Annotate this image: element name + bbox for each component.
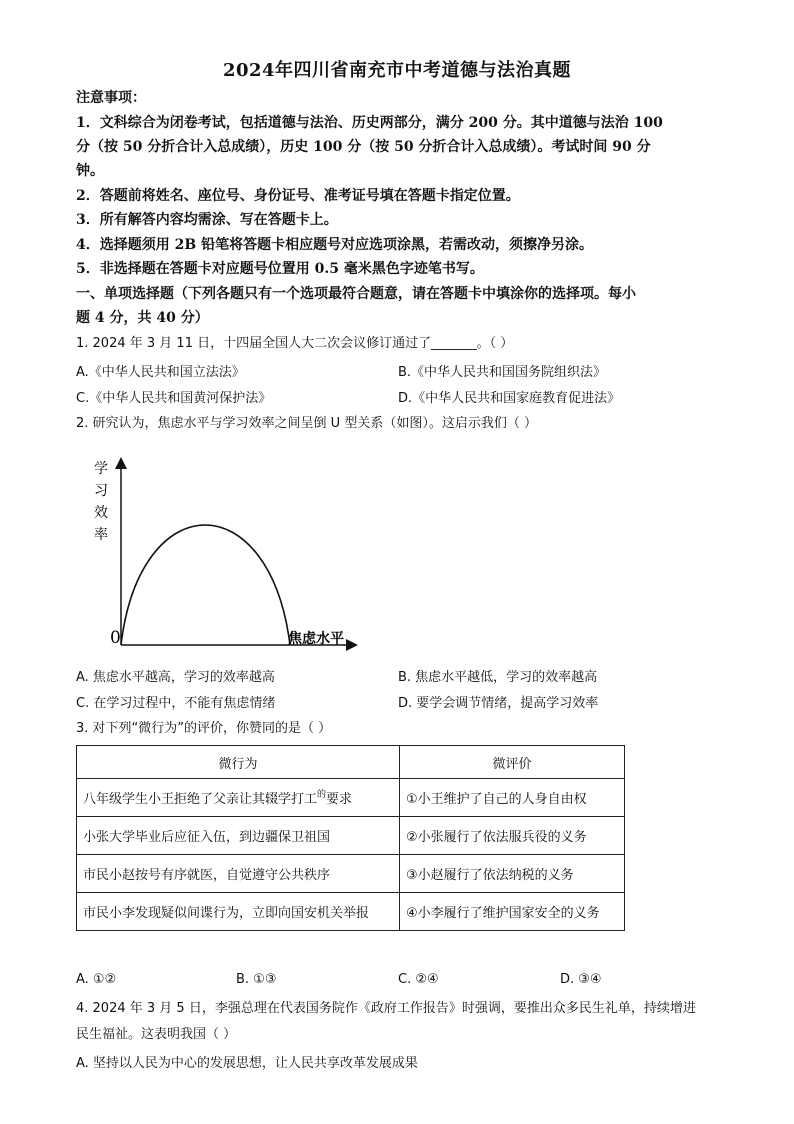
notice-item: 2．答题前将姓名、座位号、身份证号、准考证号填在答题卡指定位置。 (76, 188, 520, 204)
q3-option-c: C. ②④ (398, 972, 439, 987)
inverted-u-chart (80, 455, 380, 655)
notice-item: 钟。 (76, 163, 104, 179)
y-label-char: 学 (94, 461, 108, 477)
header-evaluation: 微评价 (400, 746, 625, 779)
notice-item: 分（按 50 分折合计入总成绩），历史 100 分（按 50 分折合计入总成绩）。考试时间 90 分 (76, 139, 651, 155)
question-4-stem: 4. 2024 年 3 月 5 日，李强总理在代表国务院作《政府工作报告》时强调，要推出众多民生礼单，持续增进 (76, 1001, 696, 1016)
section-heading-cont: 题 4 分，共 40 分） (76, 310, 209, 326)
q2-option-c: C. 在学习过程中，不能有焦虑情绪 (76, 696, 276, 711)
q1-option-b: B.《中华人民共和国国务院组织法》 (398, 365, 607, 380)
table-row (77, 817, 625, 855)
question-4-stem-cont: 民生福祉。这表明我国（ ） (76, 1027, 237, 1042)
micro-behavior-table (76, 745, 625, 931)
notice-item: 5．非选择题在答题卡对应题号位置用 0.5 毫米黑色字迹笔书写。 (76, 261, 484, 277)
q1-option-a: A.《中华人民共和国立法法》 (76, 365, 245, 380)
x-axis-label: 焦虑水平 (288, 631, 344, 647)
behavior-cell: 市民小李发现疑似间谍行为，立即向国安机关举报 (77, 893, 400, 931)
q2-option-d: D. 要学会调节情绪，提高学习效率 (398, 696, 599, 711)
question-2-stem: 2. 研究认为，焦虑水平与学习效率之间呈倒 U 型关系（如图）。这启示我们（ ） (76, 416, 537, 431)
evaluation-cell: ③小赵履行了依法纳税的义务 (400, 855, 625, 893)
q3-option-b: B. ①③ (236, 972, 277, 987)
q3-option-a: A. ①② (76, 972, 117, 987)
origin-label: 0 (110, 628, 121, 648)
notice-item: 3．所有解答内容均需涂、写在答题卡上。 (76, 212, 338, 228)
notice-item: 4．选择题须用 2B 铅笔将答题卡相应题号对应选项涂黑，若需改动，须擦净另涂。 (76, 237, 594, 253)
behavior-cell: 市民小赵按号有序就医，自觉遵守公共秩序 (77, 855, 400, 893)
q2-option-b: B. 焦虑水平越低，学习的效率越高 (398, 670, 598, 685)
notice-item: 1．文科综合为闭卷考试，包括道德与法治、历史两部分，满分 200 分。其中道德与法治 100 (76, 115, 663, 131)
evaluation-cell: ①小王维护了自己的人身自由权 (400, 779, 625, 817)
evaluation-cell: ②小张履行了依法服兵役的义务 (400, 817, 625, 855)
q1-option-c: C.《中华人民共和国黄河保护法》 (76, 391, 272, 406)
page-title: 2024年四川省南充市中考道德与法治真题 (222, 60, 572, 81)
table-row (77, 893, 625, 931)
header-behavior: 微行为 (77, 746, 400, 779)
y-label-char: 效 (94, 505, 108, 521)
q2-option-a: A. 焦虑水平越高，学习的效率越高 (76, 670, 275, 685)
table-row (77, 855, 625, 893)
y-label-char: 率 (94, 527, 108, 543)
table-row (77, 779, 625, 817)
behavior-cell: 小张大学毕业后应征入伍，到边疆保卫祖国 (77, 817, 400, 855)
question-1-stem: 1. 2024 年 3 月 11 日，十四届全国人大二次会议修订通过了_______。（ ） (76, 336, 514, 351)
q1-option-d: D.《中华人民共和国家庭教育促进法》 (398, 391, 621, 406)
notice-heading: 注意事项： (76, 90, 146, 106)
table-header-row (77, 746, 625, 779)
section-heading: 一、单项选择题（下列各题只有一个选项最符合题意，请在答题卡中填涂你的选择项。每小 (76, 286, 636, 302)
y-label-char: 习 (94, 483, 108, 499)
evaluation-cell: ④小李履行了维护国家安全的义务 (400, 893, 625, 931)
behavior-cell: 八年级学生小王拒绝了父亲让其辍学打工$^的$要求 (77, 779, 400, 817)
question-3-stem: 3. 对下列“微行为”的评价，你赞同的是（ ） (76, 721, 332, 736)
efficiency-curve (121, 525, 290, 645)
q3-option-d: D. ③④ (560, 972, 602, 987)
q4-option-a: A. 坚持以人民为中心的发展思想，让人民共享改革发展成果 (76, 1056, 418, 1071)
